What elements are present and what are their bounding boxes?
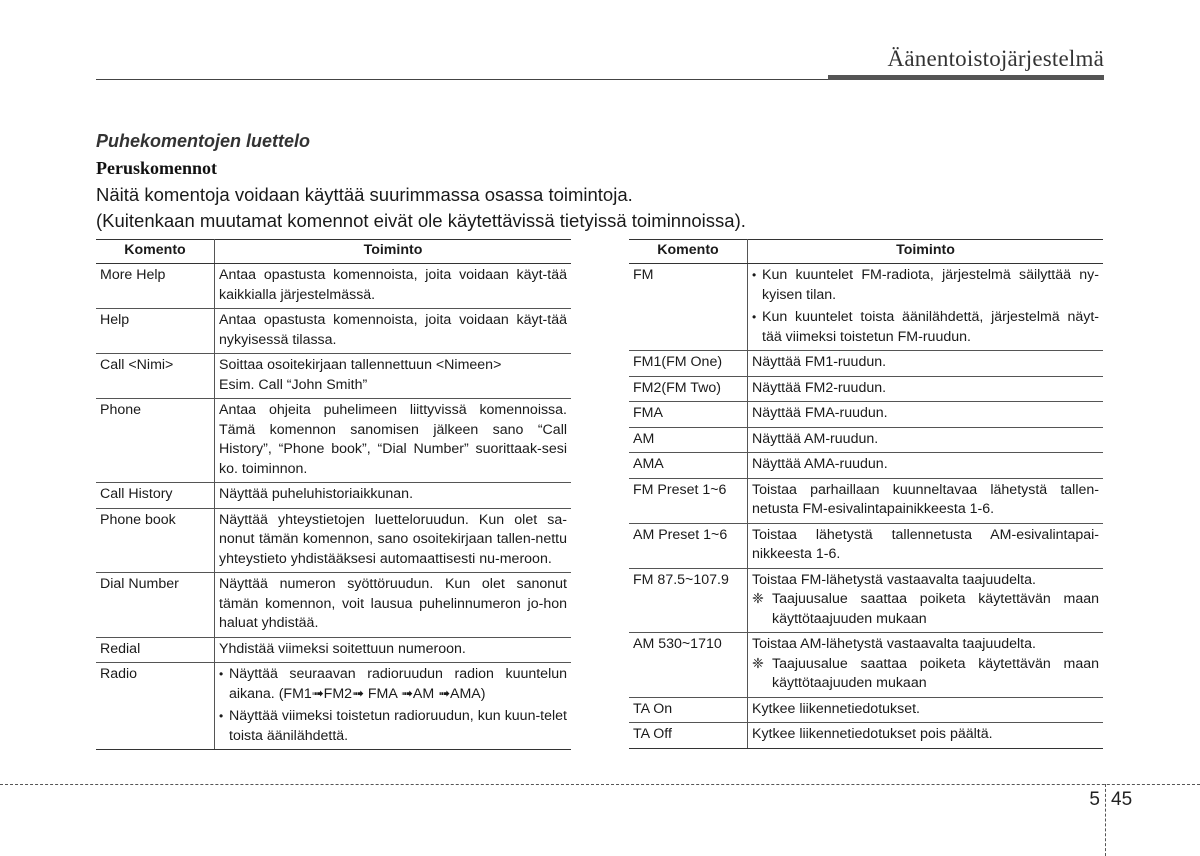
table-row (96, 309, 571, 354)
function-cell (215, 663, 572, 750)
table-row (96, 264, 571, 309)
page-header-title: Äänentoistojärjestelmä (887, 46, 1104, 71)
bullet-item (219, 665, 567, 704)
function-cell (748, 264, 1104, 351)
command-cell: Radio (96, 663, 215, 750)
intro-text-line-2: (Kuitenkaan muutamat komennot eivät ole käytettävissä tietyissä toiminnoissa). (96, 210, 746, 231)
command-cell: Phone book (96, 508, 215, 573)
table-row (96, 354, 571, 399)
function-cell: Näyttää numeron syöttöruudun. Kun olet sanonut tämän komennon, voit lausua puhelinnumeron jo-hon haluat yhdistää. (215, 573, 572, 638)
bullet-text: Kun kuuntelet toista äänilähdettä, järjestelmä näyt-tää viimeksi toistetun FM-ruudun. (762, 309, 1099, 345)
table-row (96, 483, 571, 509)
table-header-row (629, 240, 1103, 264)
table-row (629, 453, 1103, 479)
command-cell: TA On (629, 697, 748, 723)
function-line: Esim. Call “John Smith” (219, 376, 368, 393)
command-cell: AM Preset 1~6 (629, 523, 748, 568)
command-cell: FM 87.5~107.9 (629, 568, 748, 633)
command-cell: Help (96, 309, 215, 354)
bullet-text: Näyttää seuraavan radioruudun radion kuuntelun aikana. (FM1➟FM2➟ FMA ➟AM ➟AMA) (229, 666, 567, 702)
function-cell (748, 568, 1104, 633)
function-cell (215, 354, 572, 399)
note-asterisk-icon: ❈ (752, 591, 764, 607)
note-text: Taajuusalue saattaa poiketa käytettävän maan käyttötaajuuden mukaan (772, 655, 1099, 691)
table-row (629, 427, 1103, 453)
command-cell: AM (629, 427, 748, 453)
table-header-row (96, 240, 571, 264)
command-cell: FM2(FM Two) (629, 376, 748, 402)
note-text: Taajuusalue saattaa poiketa käytettävän maan käyttötaajuuden mukaan (772, 591, 1099, 627)
page-number: 45 (1111, 789, 1133, 810)
subsection-heading: Peruskomennot (96, 158, 217, 178)
table-row (629, 351, 1103, 377)
bullet-icon: • (219, 667, 224, 681)
function-cell: Toistaa parhaillaan kuunneltavaa lähetystä tallen-netusta FM-esivalintapainikkeesta 1-6. (748, 478, 1104, 523)
table-row (629, 633, 1103, 698)
function-cell: Antaa opastusta komennoista, joita voidaan käyt-tää kaikkialla järjestelmässä. (215, 264, 572, 309)
header-accent-bar (828, 75, 1104, 80)
bullet-text: Näyttää viimeksi toistetun radioruudun, kun kuun-telet toista äänilähdettä. (229, 708, 567, 744)
function-cell: Kytkee liikennetiedotukset pois päältä. (748, 723, 1104, 749)
note-asterisk-icon: ❈ (752, 655, 764, 672)
command-cell: FMA (629, 402, 748, 428)
section-heading: Puhekomentojen luettelo (96, 131, 311, 151)
table-row (629, 697, 1103, 723)
command-cell: AM 530~1710 (629, 633, 748, 698)
bullet-item (219, 707, 567, 746)
function-cell: Näyttää AM-ruudun. (748, 427, 1104, 453)
command-cell: Redial (96, 637, 215, 663)
function-cell: Antaa opastusta komennoista, joita voidaan käyt-tää nykyisessä tilassa. (215, 309, 572, 354)
command-cell: FM1(FM One) (629, 351, 748, 377)
command-cell: Dial Number (96, 573, 215, 638)
table-row (629, 264, 1103, 351)
function-cell: Näyttää FMA-ruudun. (748, 402, 1104, 428)
table-row (629, 523, 1103, 568)
table-row (629, 478, 1103, 523)
bullet-icon: • (752, 268, 757, 282)
command-cell: Call <Nimi> (96, 354, 215, 399)
function-cell: Näyttää AMA-ruudun. (748, 453, 1104, 479)
command-cell: More Help (96, 264, 215, 309)
column-header-function: Toiminto (748, 240, 1104, 264)
function-cell: Kytkee liikennetiedotukset. (748, 697, 1104, 723)
table-row (629, 568, 1103, 633)
function-cell: Näyttää FM1-ruudun. (748, 351, 1104, 377)
bullet-icon: • (752, 310, 757, 324)
footer-dashed-rule (0, 784, 1200, 785)
note-item (752, 655, 1099, 694)
table-row (96, 399, 571, 483)
command-cell: Call History (96, 483, 215, 509)
table-row (96, 508, 571, 573)
chapter-number: 5 (1089, 789, 1100, 810)
command-table-right (629, 239, 1103, 749)
command-cell: TA Off (629, 723, 748, 749)
function-cell: Yhdistää viimeksi soitettuun numeroon. (215, 637, 572, 663)
bullet-item (752, 266, 1099, 305)
column-header-function: Toiminto (215, 240, 572, 264)
intro-text-line-1: Näitä komentoja voidaan käyttää suurimmassa osassa toimintoja. (96, 184, 633, 205)
function-cell (748, 633, 1104, 698)
table-row (629, 402, 1103, 428)
table-row (96, 573, 571, 638)
command-cell: FM (629, 264, 748, 351)
function-cell: Näyttää yhteystietojen luetteloruudun. Kun olet sa-nonut tämän komennon, sano osoitekirjaan tallen-nettu yhteystieto yhdistääksesi automaattisesti nu-meroon. (215, 508, 572, 573)
bullet-text: Kun kuuntelet FM-radiota, järjestelmä säilyttää ny-kyisen tilan. (762, 267, 1099, 303)
command-cell: Phone (96, 399, 215, 483)
bullet-item (752, 308, 1099, 347)
command-cell: FM Preset 1~6 (629, 478, 748, 523)
command-cell: AMA (629, 453, 748, 479)
bullet-icon: • (219, 709, 224, 723)
function-line: Toistaa FM-lähetystä vastaavalta taajuudelta. (752, 571, 1036, 588)
function-cell: Antaa ohjeita puhelimeen liittyvissä komennoissa. Tämä komennon sanomisen jälkeen sano “Call History”, “Phone book”, “Dial Number” suorittaak-sesi ko. toiminnon. (215, 399, 572, 483)
column-header-command: Komento (96, 240, 215, 264)
function-line: Toistaa AM-lähetystä vastaavalta taajuudelta. (752, 636, 1036, 652)
function-cell: Näyttää puheluhistoriaikkunan. (215, 483, 572, 509)
column-header-command: Komento (629, 240, 748, 264)
function-cell: Näyttää FM2-ruudun. (748, 376, 1104, 402)
function-line: Soittaa osoitekirjaan tallennettuun <Nimeen> (219, 357, 502, 373)
table-row (96, 637, 571, 663)
table-row (96, 663, 571, 750)
table-row (629, 376, 1103, 402)
note-item (752, 590, 1099, 629)
function-cell: Toistaa lähetystä tallennetusta AM-esivalintapai-nikkeesta 1-6. (748, 523, 1104, 568)
command-table-left (96, 239, 571, 750)
table-row (629, 723, 1103, 749)
footer-dashed-divider (1105, 784, 1106, 856)
